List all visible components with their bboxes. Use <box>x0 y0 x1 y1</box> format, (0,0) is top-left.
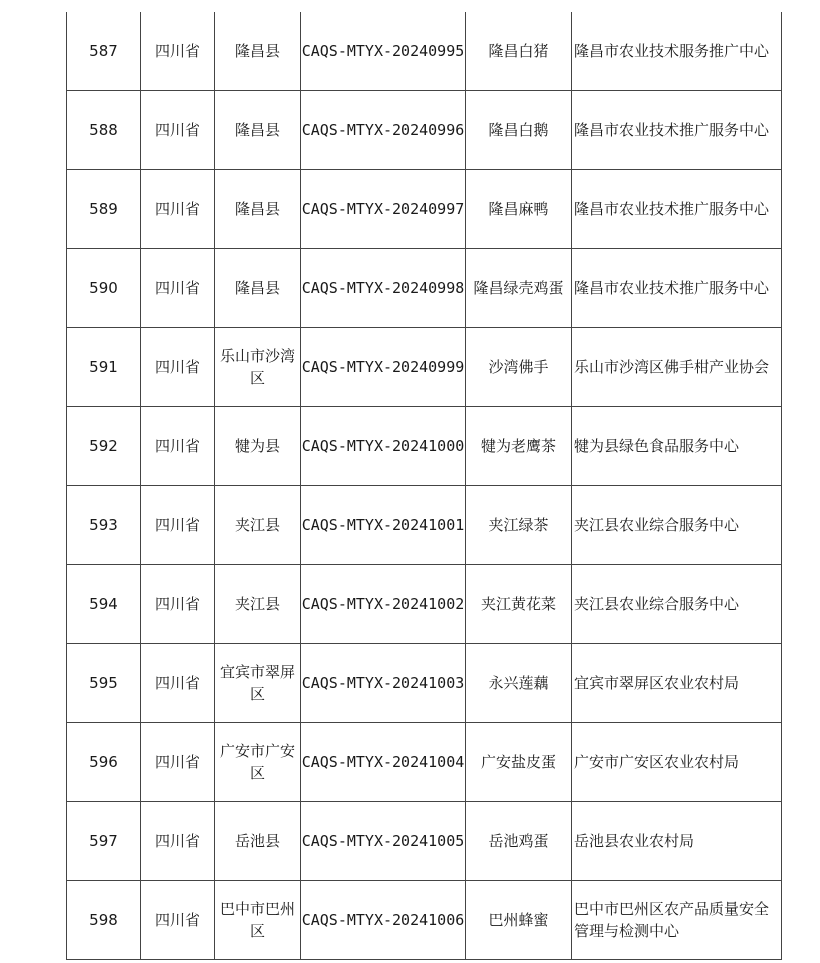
row-number-cell: 591 <box>67 328 141 407</box>
province-cell: 四川省 <box>141 170 215 249</box>
product-cell: 夹江绿茶 <box>466 486 572 565</box>
area-cell: 广安市广安区 <box>215 723 301 802</box>
code-cell: CAQS-MTYX-20241000 <box>301 407 466 486</box>
area-cell: 隆昌县 <box>215 249 301 328</box>
code-cell: CAQS-MTYX-20241004 <box>301 723 466 802</box>
code-cell: CAQS-MTYX-20240998 <box>301 249 466 328</box>
product-cell: 隆昌绿壳鸡蛋 <box>466 249 572 328</box>
code-cell: CAQS-MTYX-20240995 <box>301 12 466 91</box>
code-cell: CAQS-MTYX-20240996 <box>301 91 466 170</box>
organization-cell: 夹江县农业综合服务中心 <box>572 565 782 644</box>
product-cell: 巴州蜂蜜 <box>466 881 572 960</box>
province-cell: 四川省 <box>141 91 215 170</box>
organization-cell: 犍为县绿色食品服务中心 <box>572 407 782 486</box>
area-cell: 隆昌县 <box>215 12 301 91</box>
organization-cell: 隆昌市农业技术推广服务中心 <box>572 170 782 249</box>
organization-cell: 岳池县农业农村局 <box>572 802 782 881</box>
area-cell: 夹江县 <box>215 486 301 565</box>
province-cell: 四川省 <box>141 328 215 407</box>
row-number-cell: 598 <box>67 881 141 960</box>
province-cell: 四川省 <box>141 644 215 723</box>
province-cell: 四川省 <box>141 407 215 486</box>
product-cell: 隆昌白鹅 <box>466 91 572 170</box>
product-cell: 沙湾佛手 <box>466 328 572 407</box>
table-row <box>67 723 782 802</box>
row-number-cell: 587 <box>67 12 141 91</box>
table-row <box>67 407 782 486</box>
row-number-cell: 597 <box>67 802 141 881</box>
province-cell: 四川省 <box>141 486 215 565</box>
row-number-cell: 592 <box>67 407 141 486</box>
row-number-cell: 588 <box>67 91 141 170</box>
product-registry-table <box>66 12 782 960</box>
organization-cell: 隆昌市农业技术推广服务中心 <box>572 249 782 328</box>
row-number-cell: 589 <box>67 170 141 249</box>
row-number-cell: 590 <box>67 249 141 328</box>
code-cell: CAQS-MTYX-20241005 <box>301 802 466 881</box>
table-row <box>67 170 782 249</box>
code-cell: CAQS-MTYX-20241001 <box>301 486 466 565</box>
table-row <box>67 328 782 407</box>
table-row <box>67 91 782 170</box>
row-number-cell: 593 <box>67 486 141 565</box>
product-cell: 永兴莲藕 <box>466 644 572 723</box>
product-cell: 岳池鸡蛋 <box>466 802 572 881</box>
product-cell: 广安盐皮蛋 <box>466 723 572 802</box>
province-cell: 四川省 <box>141 881 215 960</box>
province-cell: 四川省 <box>141 723 215 802</box>
area-cell: 夹江县 <box>215 565 301 644</box>
organization-cell: 夹江县农业综合服务中心 <box>572 486 782 565</box>
code-cell: CAQS-MTYX-20240997 <box>301 170 466 249</box>
area-cell: 巴中市巴州区 <box>215 881 301 960</box>
row-number-cell: 596 <box>67 723 141 802</box>
product-cell: 夹江黄花菜 <box>466 565 572 644</box>
product-cell: 隆昌白猪 <box>466 12 572 91</box>
code-cell: CAQS-MTYX-20241006 <box>301 881 466 960</box>
product-cell: 隆昌麻鸭 <box>466 170 572 249</box>
product-cell: 犍为老鹰茶 <box>466 407 572 486</box>
organization-cell: 隆昌市农业技术服务推广中心 <box>572 12 782 91</box>
area-cell: 岳池县 <box>215 802 301 881</box>
row-number-cell: 594 <box>67 565 141 644</box>
code-cell: CAQS-MTYX-20241003 <box>301 644 466 723</box>
province-cell: 四川省 <box>141 12 215 91</box>
code-cell: CAQS-MTYX-20241002 <box>301 565 466 644</box>
area-cell: 宜宾市翠屏区 <box>215 644 301 723</box>
table-row <box>67 486 782 565</box>
area-cell: 乐山市沙湾区 <box>215 328 301 407</box>
table-body <box>67 12 782 960</box>
organization-cell: 广安市广安区农业农村局 <box>572 723 782 802</box>
province-cell: 四川省 <box>141 565 215 644</box>
organization-cell: 乐山市沙湾区佛手柑产业协会 <box>572 328 782 407</box>
table-row <box>67 644 782 723</box>
organization-cell: 隆昌市农业技术推广服务中心 <box>572 91 782 170</box>
province-cell: 四川省 <box>141 802 215 881</box>
organization-cell: 巴中市巴州区农产品质量安全管理与检测中心 <box>572 881 782 960</box>
code-cell: CAQS-MTYX-20240999 <box>301 328 466 407</box>
row-number-cell: 595 <box>67 644 141 723</box>
area-cell: 隆昌县 <box>215 91 301 170</box>
table-row <box>67 881 782 960</box>
area-cell: 犍为县 <box>215 407 301 486</box>
table-row <box>67 565 782 644</box>
organization-cell: 宜宾市翠屏区农业农村局 <box>572 644 782 723</box>
table-row <box>67 249 782 328</box>
table-row <box>67 12 782 91</box>
table-row <box>67 802 782 881</box>
province-cell: 四川省 <box>141 249 215 328</box>
area-cell: 隆昌县 <box>215 170 301 249</box>
